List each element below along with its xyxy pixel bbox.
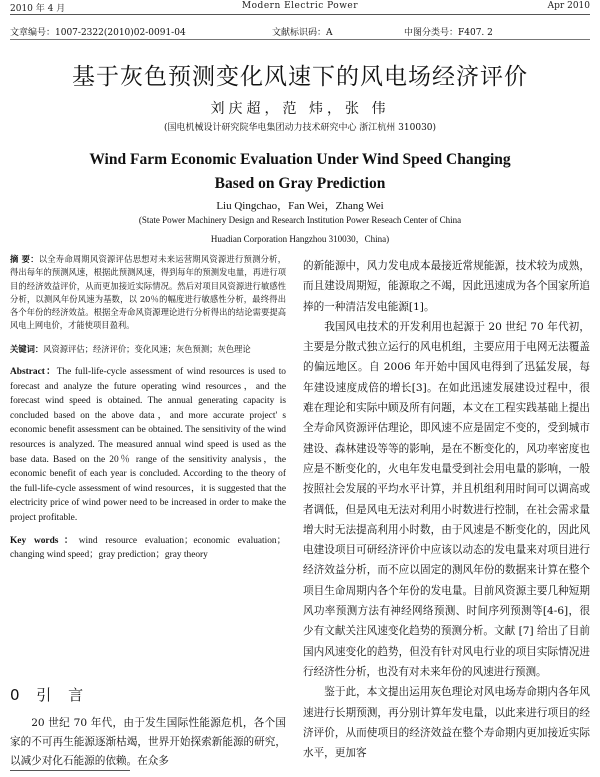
body-paragraph-3: 鉴于此，本文提出运用灰色理论对风电场寿命期内各年风速进行长期预测，再分别计算年发电量，以此来进行项目的经济评价，从而使项目的经济效益在整个寿命期内更加接近实际水平，更加客: [303, 686, 590, 760]
running-header-journal: Modern Electric Power: [241, 1, 359, 11]
abstract-chinese-text: 以全寿命周期风资源评估思想对未来运营期风资源进行预测分析，得出每年的预测风速，根据此预测风速，得到每年的预测发电量，再进行项目的经济效益评价，从而更加接近实际情况。然后对项目风资源进行敏感性分析，以测风年份风速为基数，以 20％的幅度进行敏感性分析，最终得出各个年份的经济效益。根据全寿命风资源理论进行分析得出的结论需要提高风电上网电价，才能使项目盈利。: [10, 254, 286, 331]
running-header: [10, 0, 590, 15]
keywords-english-label: Key words：: [10, 535, 79, 546]
running-header-issue: Apr 2010: [547, 1, 590, 11]
affiliation-english-line2: Huadian Corporation Hangzhou 310030，China): [210, 234, 390, 244]
title-english-line2: Based on Gray Prediction: [214, 175, 386, 192]
introduction-paragraph: 20 世纪 70 年代，由于发生国际性能源危机，各个国家的不可再生能源逐渐枯竭，世界开始探索新能源的研究，以减少对化石能源的依赖。在众多: [10, 717, 286, 767]
body-paragraph-2: 我国风电技术的开发利用也起源于 20 世纪 70 年代初，主要是分散式独立运行的风电机组，主要应用于电网无法覆盖的偏远地区。自 2006 年开始中国风电得到了迅猛发展，每年建设速度成倍的增长[3]。在如此迅速发展建设过程中，很难在理论和实际中顾及所有问题，本文在工程实践基础上提出全寿命风资源评估理论，即风速不应是固定不变的，受到城市建设、森林建设等等的影响，是在不断变化的，风功率密度也应是不断变化的，火电年发电量受到社会用电量的影响，一般按照社会发展的平均水平计算，并且机组利用时间可以调高或者调低，但是风电无法对利用小时数进行控制，在社会需求量增大时无法提高利用小时数，由于风速是不断变化的，因此风电建设项目可研经济评价中应该以动态的发电量来对项目进行经济效益分析，而不应以固定的测风年份的数据来计算在整个项目生命周期内各个年份的发电量。目前风资源主要几种短期风功率预测方法有神经网络预测、时间序列预测等[4-6]，很少有文献关注风速变化趋势的预测分析。文献 [7] 给出了目前国内风速变化的趋势，但没有针对风电行业的项目实际情况进行经济性分析，也没有对未来年份的风速进行预测。: [303, 320, 590, 678]
body-paragraph-1: 的新能源中，风力发电成本最接近常规能源，技术较为成熟，而且建设周期短，能源取之不竭，因此迅速成为各个国家所追捧的一种清洁发电能源[1]。: [303, 260, 590, 313]
authors-chinese: 刘庆超，范 炜，张 伟: [210, 101, 390, 117]
right-column: [303, 256, 590, 763]
left-column: [10, 253, 286, 563]
keywords-chinese-label: 关键词：: [10, 343, 44, 354]
affiliation-english-line1: (State Power Machinery Design and Research Institution Power Reseach Center of China: [138, 215, 462, 225]
title-english-line1: Wind Farm Economic Evaluation Under Wind Speed Changing: [89, 151, 511, 168]
keywords-chinese: [10, 343, 286, 356]
abstract-chinese: [10, 253, 286, 333]
keywords-english: [10, 534, 286, 563]
document-code: 文献标识码：A: [272, 28, 333, 38]
title-english: [40, 148, 560, 196]
section-heading-introduction: 0 引 言: [10, 686, 90, 704]
footnote-divider: [10, 770, 130, 771]
abstract-english-text: The full-life-cycle assessment of wind resources is used to forecast and analyze the future operating wind resources，and the forecast wind speed is obtained. The annual generating capacity is concluded based on the above data，and more accurate project' s economic benefit assessment can be obtained. The sensitivity of the wind resources is analyzed. The measured annual wind speed is used as the base data. Based on the 20％ range of the sensitivity analysis，the economic benefit of each year is concluded. According to the theory of the full-life-cycle assessment of wind resources，it is suggested that the electricity price of wind power need to be increased in order to make the project profitable.: [10, 367, 286, 524]
affiliation-chinese: (国电机械设计研究院华电集团动力技术研究中心 浙江杭州 310030): [163, 123, 437, 133]
authors-english: Liu Qingchao，Fan Wei，Zhang Wei: [216, 200, 384, 212]
keywords-chinese-text: 风资源评估；经济评价；变化风速；灰色预测；灰色理论: [43, 343, 251, 354]
article-meta: [10, 23, 590, 40]
abstract-chinese-label: 摘 要：: [10, 254, 39, 264]
affiliation-english: [60, 211, 540, 249]
running-header-date: 2010 年 4 月: [10, 4, 66, 14]
title-chinese: 基于灰色预测变化风速下的风电场经济评价: [72, 64, 528, 90]
abstract-english-label: Abstract：: [10, 367, 57, 378]
keywords-english-text: wind resource evaluation；economic evaluation；changing wind speed；gray prediction；gray theory: [10, 535, 286, 561]
classification-number: 中图分类号：F407. 2: [404, 28, 493, 38]
article-number: 文章编号：1007-2322(2010)02-0091-04: [10, 28, 186, 38]
abstract-english: [10, 365, 286, 526]
